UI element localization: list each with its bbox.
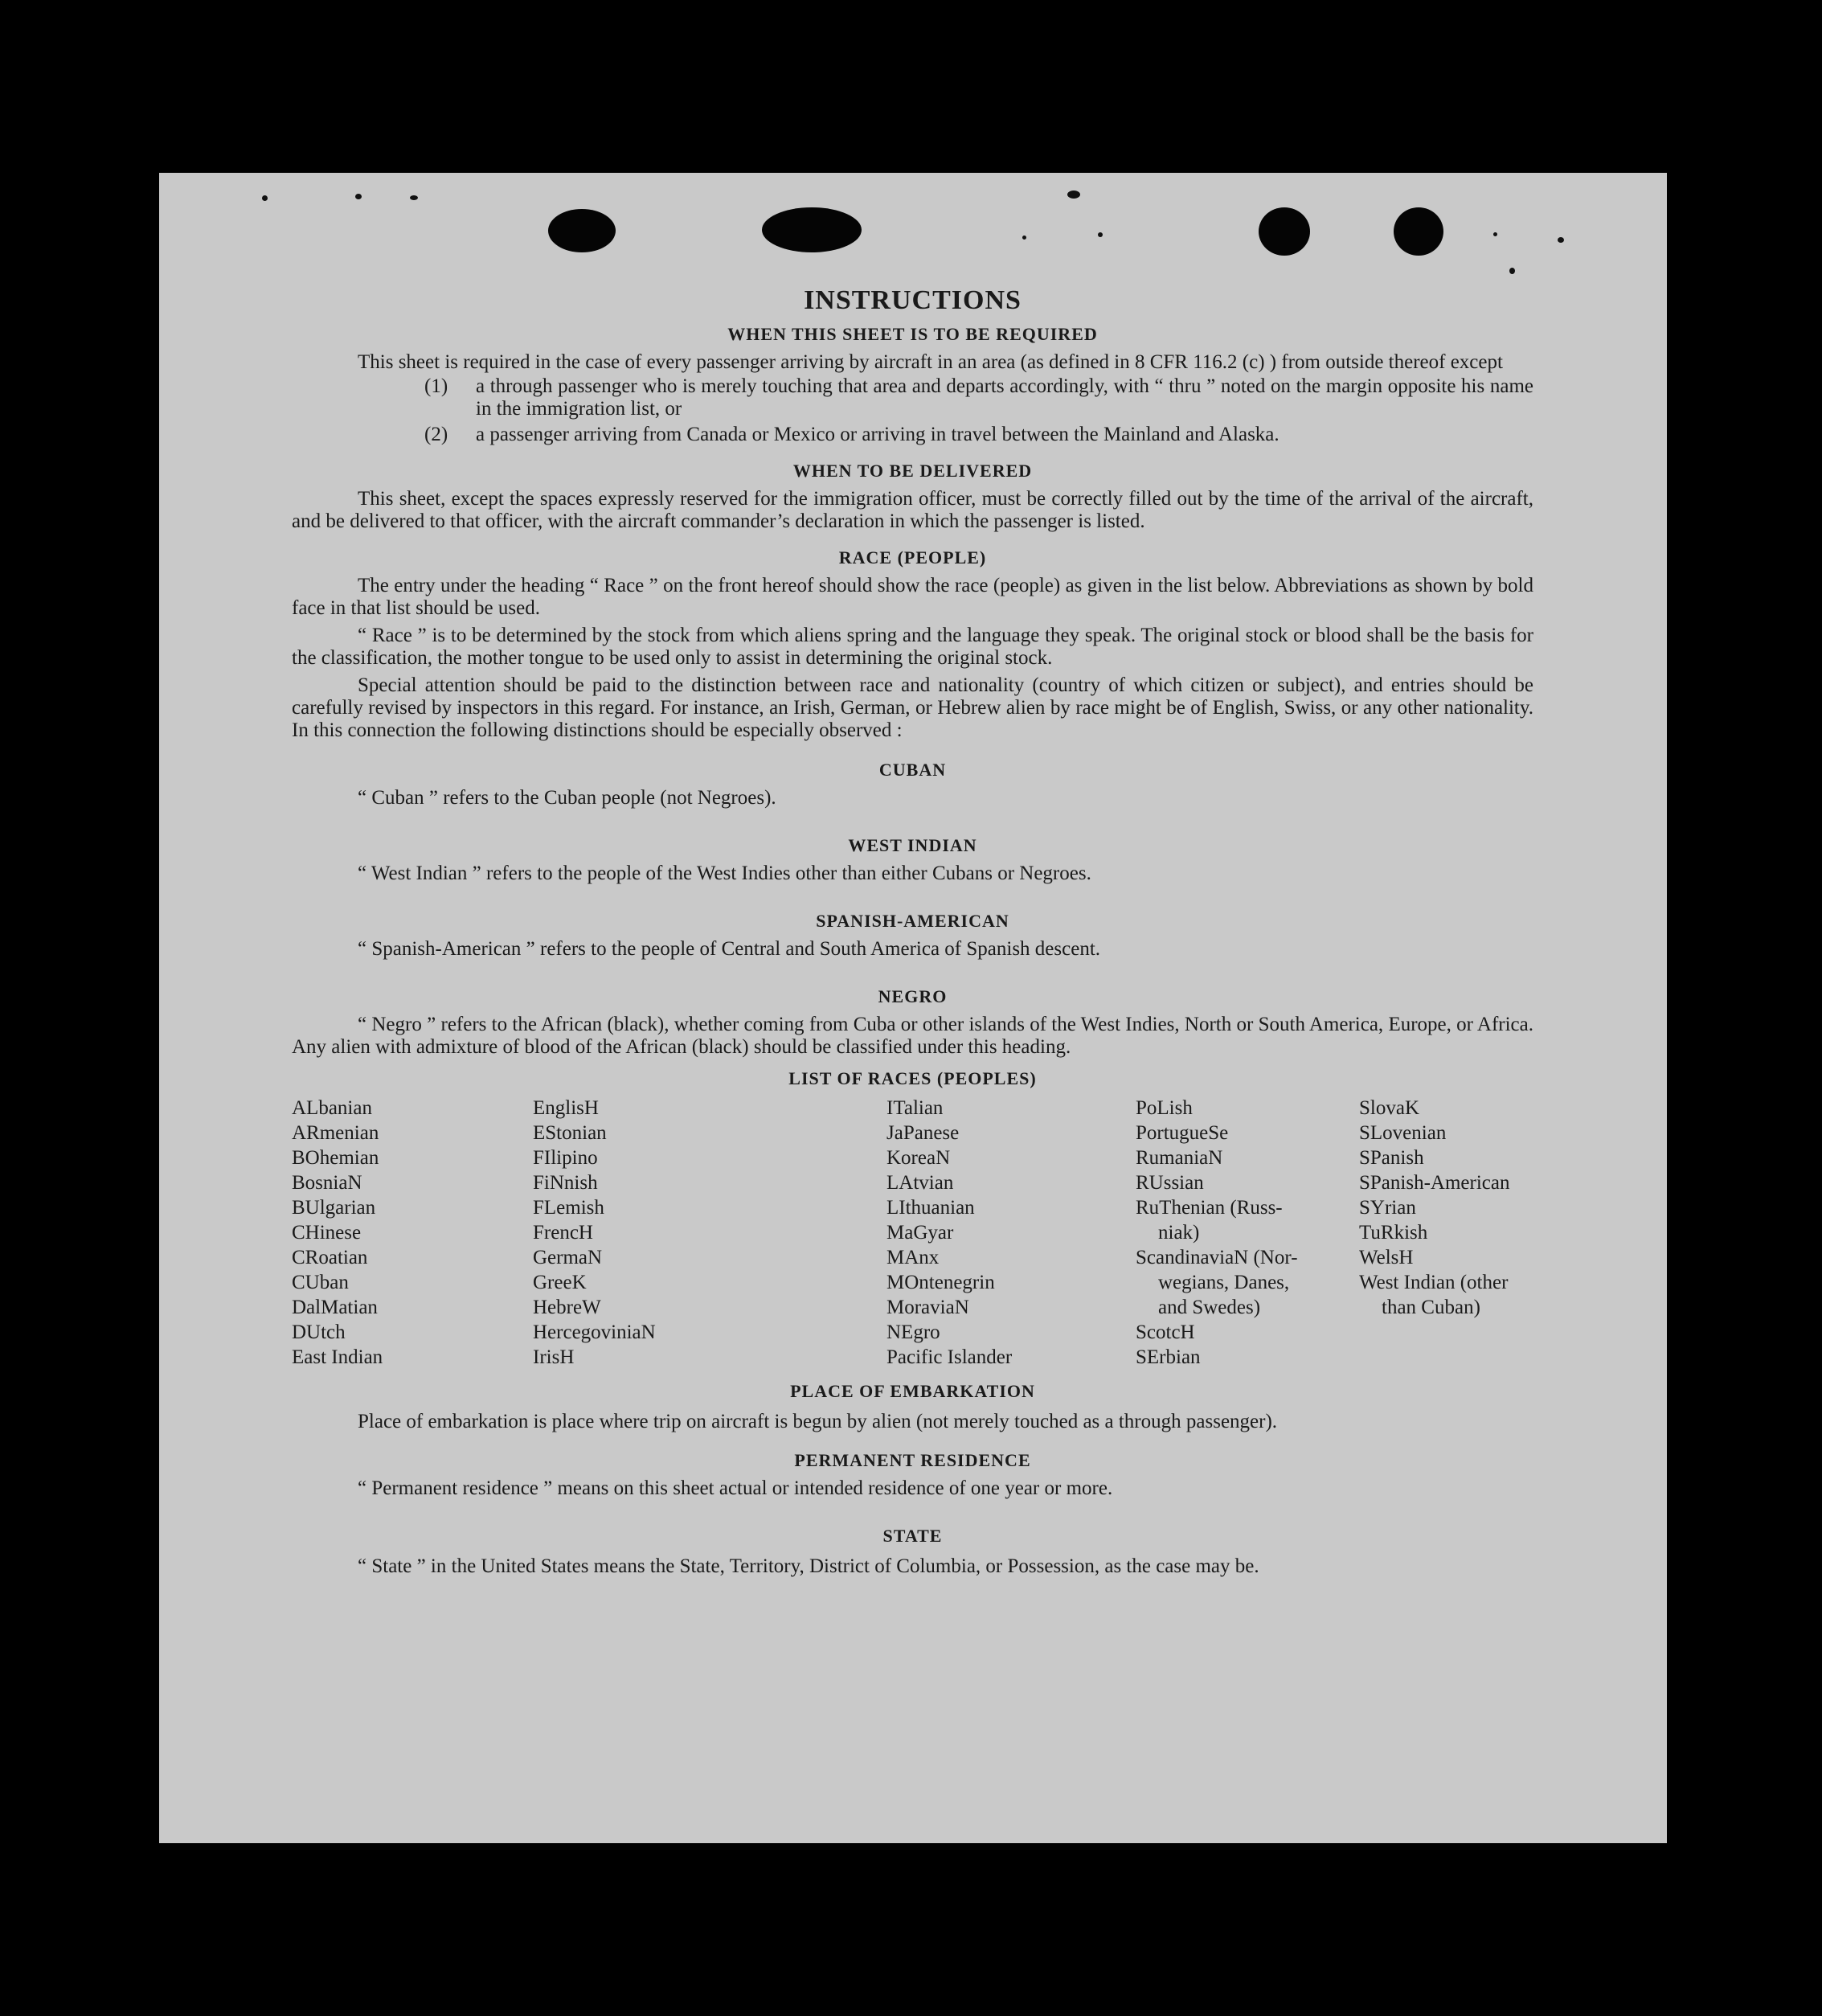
race-entry: WelsH [1359, 1247, 1414, 1268]
race-entry: MOntenegrin [886, 1272, 995, 1293]
permanent-residence-text: “ Permanent residence ” means on this sheet actual or intended residence of one year or more. [358, 1477, 1113, 1499]
heading-state: STATE [882, 1526, 943, 1546]
race-entry: FIlipino [533, 1147, 598, 1169]
scan-speck [1067, 191, 1080, 199]
race-entry: SPanish-American [1359, 1172, 1510, 1194]
race-entry: IrisH [533, 1346, 575, 1368]
scan-speck [1022, 236, 1026, 240]
heading-when-required: WHEN THIS SHEET IS TO BE REQUIRED [727, 324, 1098, 344]
race-entry: BUlgarian [292, 1197, 376, 1219]
cuban-definition: “ Cuban ” refers to the Cuban people (not Negroes). [358, 787, 776, 809]
race-entry: niak) [1158, 1222, 1200, 1244]
race-entry: KoreaN [886, 1147, 951, 1169]
scan-speck [1493, 232, 1497, 236]
race-column [1136, 1096, 1359, 1370]
race-column [1359, 1096, 1533, 1370]
race-entry: ARmenian [292, 1122, 379, 1144]
race-entry: NEgro [886, 1321, 940, 1343]
race-entry: MaGyar [886, 1222, 954, 1244]
race-entry: GermaN [533, 1247, 603, 1268]
race-entry: TuRkish [1359, 1222, 1428, 1244]
when-required-intro: This sheet is required in the case of every passenger arriving by aircraft in an area (as defined in 8 CFR 116.2 (c) ) from outside thereof except [358, 351, 1503, 373]
race-entry: LAtvian [886, 1172, 954, 1194]
exception-item [292, 424, 1533, 446]
race-entry: GreeK [533, 1272, 587, 1293]
race-entry: ScotcH [1136, 1321, 1195, 1343]
item-number: (1) [424, 375, 448, 397]
race-entry: ITalian [886, 1097, 944, 1119]
exception-item [292, 375, 1533, 420]
race-paragraph: Special attention should be paid to the distinction between race and nationality (country of which citizen or subject), and entries should be carefully revised by inspectors in this regard. For instance, an Irish, German, or Hebrew alien by race might be of English, Swiss, or any other nationality. In this connection the following distinctions should be especially observed : [292, 674, 1533, 741]
heading-negro: NEGRO [878, 986, 948, 1006]
race-entry: DUtch [292, 1321, 346, 1343]
scan-speck [410, 195, 418, 200]
item-text: a through passenger who is merely touching that area and departs accordingly, with “ thru ” noted on the margin opposite his name in the immigration list, or [476, 375, 1533, 420]
item-text: a passenger arriving from Canada or Mexico or arriving in travel between the Mainland and Alaska. [476, 424, 1279, 445]
race-entry: SYrian [1359, 1197, 1416, 1219]
race-entry: RumaniaN [1136, 1147, 1223, 1169]
race-entry: RuThenian (Russ- [1136, 1197, 1283, 1219]
heading-list-of-races: LIST OF RACES (PEOPLES) [788, 1068, 1037, 1088]
race-column [533, 1096, 886, 1370]
heading-race: RACE (PEOPLE) [838, 547, 987, 568]
state-text: “ State ” in the United States means the State, Territory, District of Columbia, or Possession, as the case may be. [358, 1555, 1259, 1577]
scan-speck [355, 194, 362, 199]
race-entry: and Swedes) [1158, 1297, 1261, 1318]
document-sheet [159, 173, 1667, 1843]
heading-west-indian: WEST INDIAN [848, 835, 977, 855]
scan-speck [1558, 237, 1564, 243]
race-entry: SErbian [1136, 1346, 1201, 1368]
race-entry: FiNnish [533, 1172, 598, 1194]
race-entry: JaPanese [886, 1122, 960, 1144]
race-entry: ScandinaviaN (Nor- [1136, 1247, 1298, 1268]
race-paragraph: “ Race ” is to be determined by the stock from which aliens spring and the language they speak. The original stock or blood shall be the basis for the classification, the mother tongue to be used only to assist in determining the original stock. [292, 625, 1533, 669]
race-entry: EStonian [533, 1122, 607, 1144]
punch-hole [762, 207, 862, 252]
instructions-content [292, 285, 1533, 1580]
race-list [292, 1096, 1533, 1370]
race-entry: than Cuban) [1382, 1297, 1480, 1318]
place-of-embarkation-text: Place of embarkation is place where trip on aircraft is begun by alien (not merely touched as a through passenger). [358, 1411, 1278, 1432]
race-entry: HercegoviniaN [533, 1321, 656, 1343]
race-entry: East Indian [292, 1346, 383, 1368]
race-entry: EnglisH [533, 1097, 599, 1119]
race-entry: MoraviaN [886, 1297, 969, 1318]
heading-permanent-residence: PERMANENT RESIDENCE [794, 1450, 1031, 1470]
west-indian-definition: “ West Indian ” refers to the people of the West Indies other than either Cubans or Negroes. [358, 863, 1091, 884]
race-entry: CUban [292, 1272, 349, 1293]
punch-hole [1394, 207, 1443, 256]
negro-definition: “ Negro ” refers to the African (black), whether coming from Cuba or other islands of the West Indies, North or South America, Europe, or Africa. Any alien with admixture of blood of the African (black) should be classified under this heading. [292, 1014, 1533, 1058]
race-entry: MAnx [886, 1247, 940, 1268]
race-entry: SlovaK [1359, 1097, 1419, 1119]
scan-speck [262, 195, 268, 201]
punch-hole [548, 209, 616, 252]
race-entry: BOhemian [292, 1147, 379, 1169]
race-entry: wegians, Danes, [1158, 1272, 1290, 1293]
race-entry: PortugueSe [1136, 1122, 1229, 1144]
heading-cuban: CUBAN [878, 760, 947, 780]
race-entry: LIthuanian [886, 1197, 975, 1219]
race-entry: HebreW [533, 1297, 601, 1318]
race-entry: FLemish [533, 1197, 604, 1219]
race-entry: SPanish [1359, 1147, 1424, 1169]
race-entry: West Indian (other [1359, 1272, 1509, 1293]
race-column [292, 1096, 533, 1370]
item-number: (2) [424, 424, 448, 445]
race-entry: SLovenian [1359, 1122, 1447, 1144]
race-entry: Pacific Islander [886, 1346, 1013, 1368]
race-entry: ALbanian [292, 1097, 372, 1119]
race-entry: BosniaN [292, 1172, 362, 1194]
race-entry: FrencH [533, 1222, 593, 1244]
race-entry: RUssian [1136, 1172, 1204, 1194]
punch-hole [1259, 207, 1310, 256]
race-entry: PoLish [1136, 1097, 1193, 1119]
race-entry: DalMatian [292, 1297, 378, 1318]
race-entry: CHinese [292, 1222, 362, 1244]
when-delivered-text: This sheet, except the spaces expressly reserved for the immigration officer, must be correctly filled out by the time of the arrival of the aircraft, and be delivered to that officer, with the aircraft commander’s declaration in which the passenger is listed. [292, 488, 1533, 532]
race-paragraph: The entry under the heading “ Race ” on the front hereof should show the race (people) as given in the list below. Abbreviations as shown by bold face in that list should be used. [292, 575, 1533, 619]
heading-place-of-embarkation: PLACE OF EMBARKATION [790, 1381, 1035, 1401]
scan-speck [1098, 232, 1103, 237]
heading-when-delivered: WHEN TO BE DELIVERED [792, 461, 1033, 481]
heading-spanish-american: SPANISH-AMERICAN [816, 911, 1009, 931]
race-entry: CRoatian [292, 1247, 368, 1268]
scan-speck [1509, 268, 1515, 274]
spanish-american-definition: “ Spanish-American ” refers to the people of Central and South America of Spanish descent. [358, 938, 1101, 960]
race-column [886, 1096, 1136, 1370]
page-title: INSTRUCTIONS [804, 285, 1022, 315]
